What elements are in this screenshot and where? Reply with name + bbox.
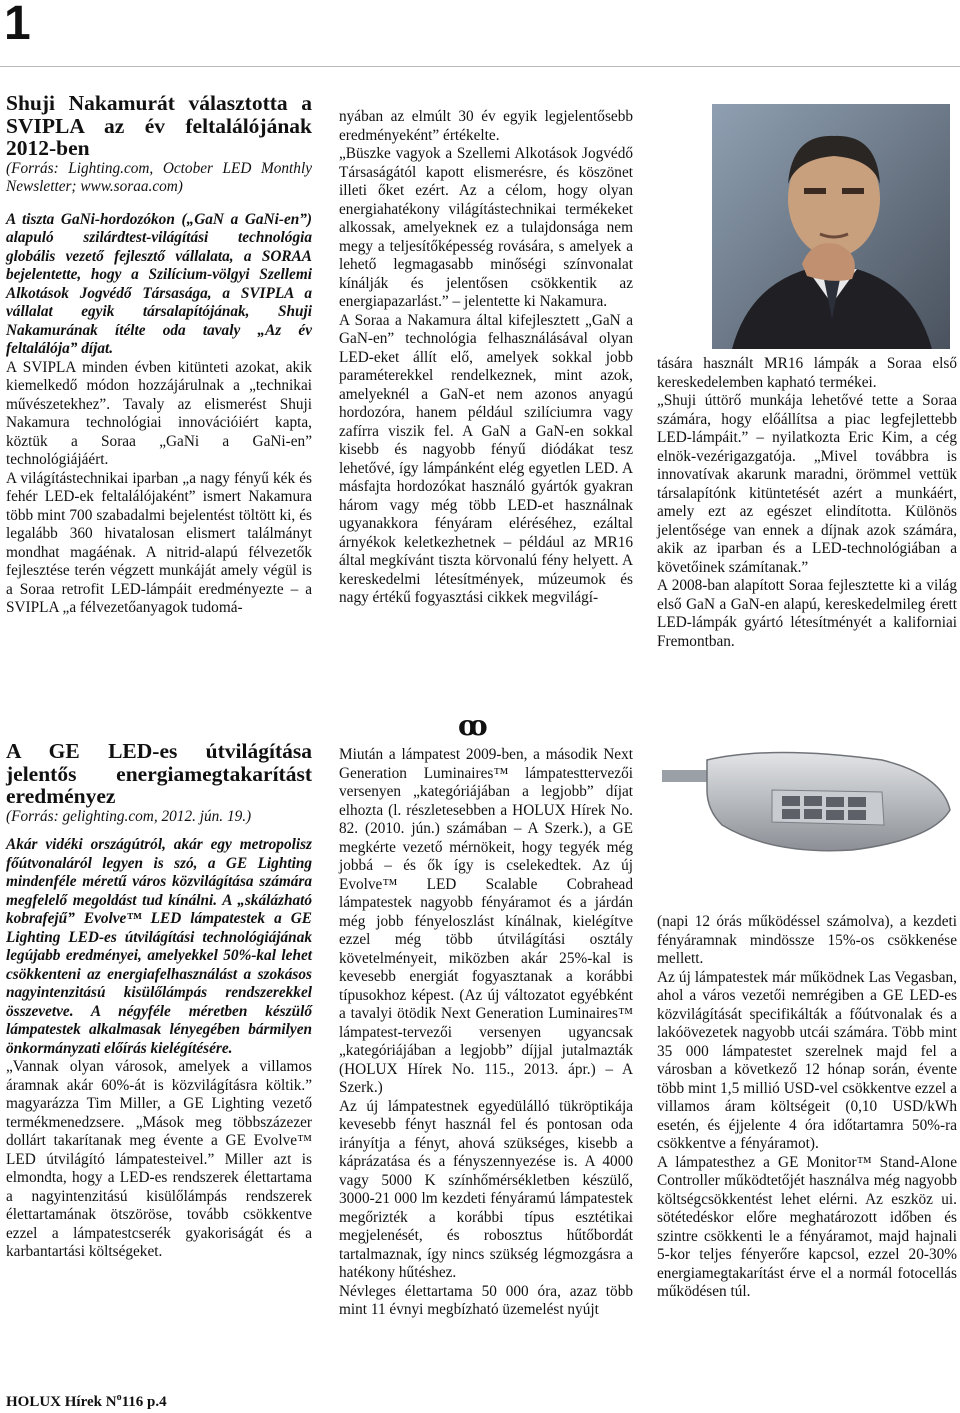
article2-paragraph: Névleges élettartama 50 000 óra, azaz több mint 11 évnyi megbízható üzemelést nyújt xyxy=(339,1282,633,1318)
article2-paragraph: Miután a lámpatest 2009-ben, a második Next Generation Luminaires™ lámpatesttervezői versenyen „kategóriájában a legjobb” díjat elhozta (l. részletesebben a HOLUX Hírek No. 82. (2010. jún.) számában – A Szerk.), a GE megkérte vezető mérnökeit, hogy tegyék még jobbá – és ők így is cselekedtek. Az új Evolve™ LED Scalable Cobrahead lámpatestek nagyobb fényáramot és a járdán még jobb fényeloszlást kínálnak, kielégítve ezzel még több útvilágítási osztály követelményeit, miközben akár 25%-kal is kevesebb energiát fogyasztanak a korábbi típusokhoz képest. (Az új változatot egyébként a tavalyi ötödik Next Generation Luminaires™ lámpatest-tervezői versenyen ugyancsak „kategóriájában a legjobb” díjjal jutalmazták (HOLUX Hírek No. 115., 2013. ápr.) – A Szerk.) xyxy=(339,746,633,1096)
article2-source: (Forrás: gelighting.com, 2012. jún. 19.) xyxy=(6,807,252,825)
article1-paragraph: A Soraa a Nakamura által kifejlesztett „GaN a GaN-en” technológia felhasználásával olyan LED-eket állít elő, amelyek sokkal jobb paraméterekkel rendelkeznek, mint azok, amelyeknél a GaN-et nem azonos anyagú hordozóra, hanem például szilíciumra vagy zafírra viszik fel. A GaN a GaN-en sokkal kisebb és nagyobb fényű diódákat tesz lehetővé, így lámpánként elég egyetlen LED. A másfajta hordozókat használó gyártók gyakran három vagy még több LED-et használnak ugyanakkora fényáram eléréséhez, ezáltal árnyékok keletkezhetnek – például az MR16 által megkívánt tiszta körvonalú fény helyett. A kereskedelmi létesítmények, múzeumok és nagy értékű fogyasztási cikkek megvilágí- xyxy=(339,311,633,606)
article2-col3 xyxy=(657,913,957,1302)
article1-paragraph: A világítástechnikai iparban „a nagy fényű kék és fehér LED-ek feltalálójaként” ismert Nakamura több mint 700 szabadalmi bejelentést töltött ki, és legalább 360 hivatalosan elismert találmányt mondhat magáénak. A nitrid-alapú félvezetők fejlesztése terén végzett munkáját amely végül is a Soraa retrofit LED-lámpáit eredményezte – a SVIPLA „a félvezetőanyagok tudomá- xyxy=(6,469,312,616)
article1-paragraph: „Büszke vagyok a Szellemi Alkotások Jogvédő Társaságától kapott elismerésre, és köszönet illeti őket ezért. Az a célom, hogy olyan energiahatékony világítástechnikai termékeket alkossak, amelyeknek ez a tulajdonsága nem megy a teljesítőképesség rovására, s amelyek a lehető legmagasabb minőségi színvonalat kínálják és jelentősen csökkentik az energiapazarlást.” – jelentette ki Nakamura. xyxy=(339,145,633,310)
article1-paragraph: A SVIPLA minden évben kitünteti azokat, akik kiemelkedő módon hozzájárulnak a „technikai művészetekhez”. Tavaly az elismerést Shuji Nakamura technológiai innovációiért kapta, köztük a Soraa „GaNi a GaNi-en” technológiájáért. xyxy=(6,358,312,468)
article2-paragraph: Az új lámpatestek már működnek Las Vegasban, ahol a város vezetői nemrégiben a GE LED-es közvilágítását specifikálták a főútvonalak és a lakóövezetek nagyobb utcái számára. Több mint 35 000 lámpatestet szerelnek majd fel a városban a következő 12 hónap során, évente több mint 1,5 millió USD-vel csökkentve ezzel a villamos áram költségeit (0,10 USD/kWh esetén, és éjjelente 4 óra időtartamra 50%-ra csökkentve a fényáramot). xyxy=(657,968,957,1152)
nakamura-photo xyxy=(712,104,950,349)
page-number: 1 xyxy=(4,0,31,50)
footer-publication xyxy=(6,1388,167,1412)
footer-num: 116 p.4 xyxy=(121,1394,167,1410)
article2-col1 xyxy=(6,740,312,1262)
street-lamp-photo xyxy=(652,730,957,895)
article2-lead: Akár vidéki országútról, akár egy metropolisz főútvonaláról legyen is szó, a GE Lighting mindenféle méretű város közvilágítása számára megfelelő megoldást tud kínálni. A „skálázható kobrafejű” Evolve™ LED lámpatestek a GE Lighting LED-es útvilágítási technológiájának legújabb eredményei, amelyekkel 50%-kal lehet csökkenteni az energiafelhasználást a szokásos nagyintenzitású kisülőlámpás rendszerekkel összevetve. A négyféle méretben készülő lámpatestek alkalmasak lényegében bármilyen önkormányzati előírás kielégítésére. xyxy=(6,836,312,1057)
article1-col3 xyxy=(657,355,957,651)
footer-pub: HOLUX Hírek N xyxy=(6,1394,117,1410)
section-separator-icon: ꝏ xyxy=(458,711,488,742)
article2-paragraph: (napi 12 órás működéssel számolva), a kezdeti fényáramnak mindössze 15%-os csökkenése mellett. xyxy=(657,913,957,967)
article1-paragraph: nyában az elmúlt 30 év egyik legjelentősebb eredményeként” értékelte. xyxy=(339,108,633,144)
article2-col2 xyxy=(339,746,633,1320)
article1-source: (Forrás: Lighting.com, October LED Monthly Newsletter; www.soraa.com) xyxy=(6,159,312,195)
article1-paragraph: A 2008-ban alapított Soraa fejlesztette ki a világ első GaN a GaN-en alapú, kereskedelmileg érett LED-lámpák gyártó létesítményét a kaliforniai Fremontban. xyxy=(657,577,957,650)
article2-paragraph: Az új lámpatestnek egyedülálló tükröptikája kevesebb fényt használ fel és pontosan oda irányítja a fényt, ahová szükséges, kisebb a káprázatása és a fényszennyezése is. A 4000 vagy 5000 K színhőmérsékletben készülő, 3000-21 000 lm kezdeti fényáramú lámpatestek megőrizték a korábbi típus esztétikai megjelenését, és robosztus hűtőbordát tartalmaznak, így nincs szükség légmozgásra a hatékony hűtéshez. xyxy=(339,1097,633,1281)
footer-sup: o xyxy=(116,1392,122,1403)
article1-paragraph: tására használt MR16 lámpák a Soraa első kereskedelemben kapható termékei. xyxy=(657,355,957,391)
article1-col2 xyxy=(339,108,633,608)
article2-paragraph: A lámpatesthez a GE Monitor™ Stand-Alone Controller működtetőjét használva még nagyobb költségcsökkentést lehet elérni. Az eszköz ui. sötétedéskor előre meghatározott időben és szintre csökkenti le a fényáramot, majd hajnali 5-kor teljes fényerőre kapcsol, ezzel 20-30% energiamegtakarítást érve el a normál fotocellás működésen túl. xyxy=(657,1153,957,1300)
header-rule xyxy=(0,66,960,67)
article2-title: A GE LED-es útvilágítása jelentős energiamegtakarítást eredményez xyxy=(6,739,312,808)
article1-title: Shuji Nakamurát választotta a SVIPLA az év feltalálójának 2012-ben xyxy=(6,91,312,160)
article1-lead: A tiszta GaNi-hordozókon („GaN a GaNi-en”) alapuló szilárdtest-világítási technológia globális vezető fejlesztő vállalata, a SORAA bejelentette, hogy a Szilícium-völgyi Szellemi Alkotások Jogvédő Társasága, a SVIPLA a vállalat egyik társalapítójának, Shuji Nakamurának ítélte oda tavaly „Az év feltalálója” díjat. xyxy=(6,210,312,357)
article1-col1 xyxy=(6,92,312,618)
article2-paragraph: „Vannak olyan városok, amelyek a villamos áramnak akár 60%-át is közvilágításra költik.” magyarázza Tim Miller, a GE Lighting vezető termékmenedzsere. „Mások meg többszázezer dollárt takarítanak meg évente a GE Evolve™ LED útvilágító lámpatesteivel.” Miller azt is elmondta, hogy a LED-es rendszerek élettartama a nagyintenzitású kisülőlámpás rendszerek élettartamának ötszöröse, tovább csökkentve ezzel a lámpatestcserék gyakoriságát és a karbantartási költségeket. xyxy=(6,1058,312,1260)
article1-paragraph: „Shuji úttörő munkája lehetővé tette a Soraa számára, hogy előállítsa a piac legfejlettebb LED-lámpáit.” – nyilatkozta Eric Kim, a cég elnök-vezérigazgatója. „Mivel továbbra is innovatívak akarunk maradni, örömmel vettük társalapítónk kitüntetését azért a munkáért, amely ezt az egészet elindította. Különös jelentősége van ennek a díjnak azok számára, akik az iparban és a LED-technológiában a követőinek számítanak.” xyxy=(657,392,957,576)
